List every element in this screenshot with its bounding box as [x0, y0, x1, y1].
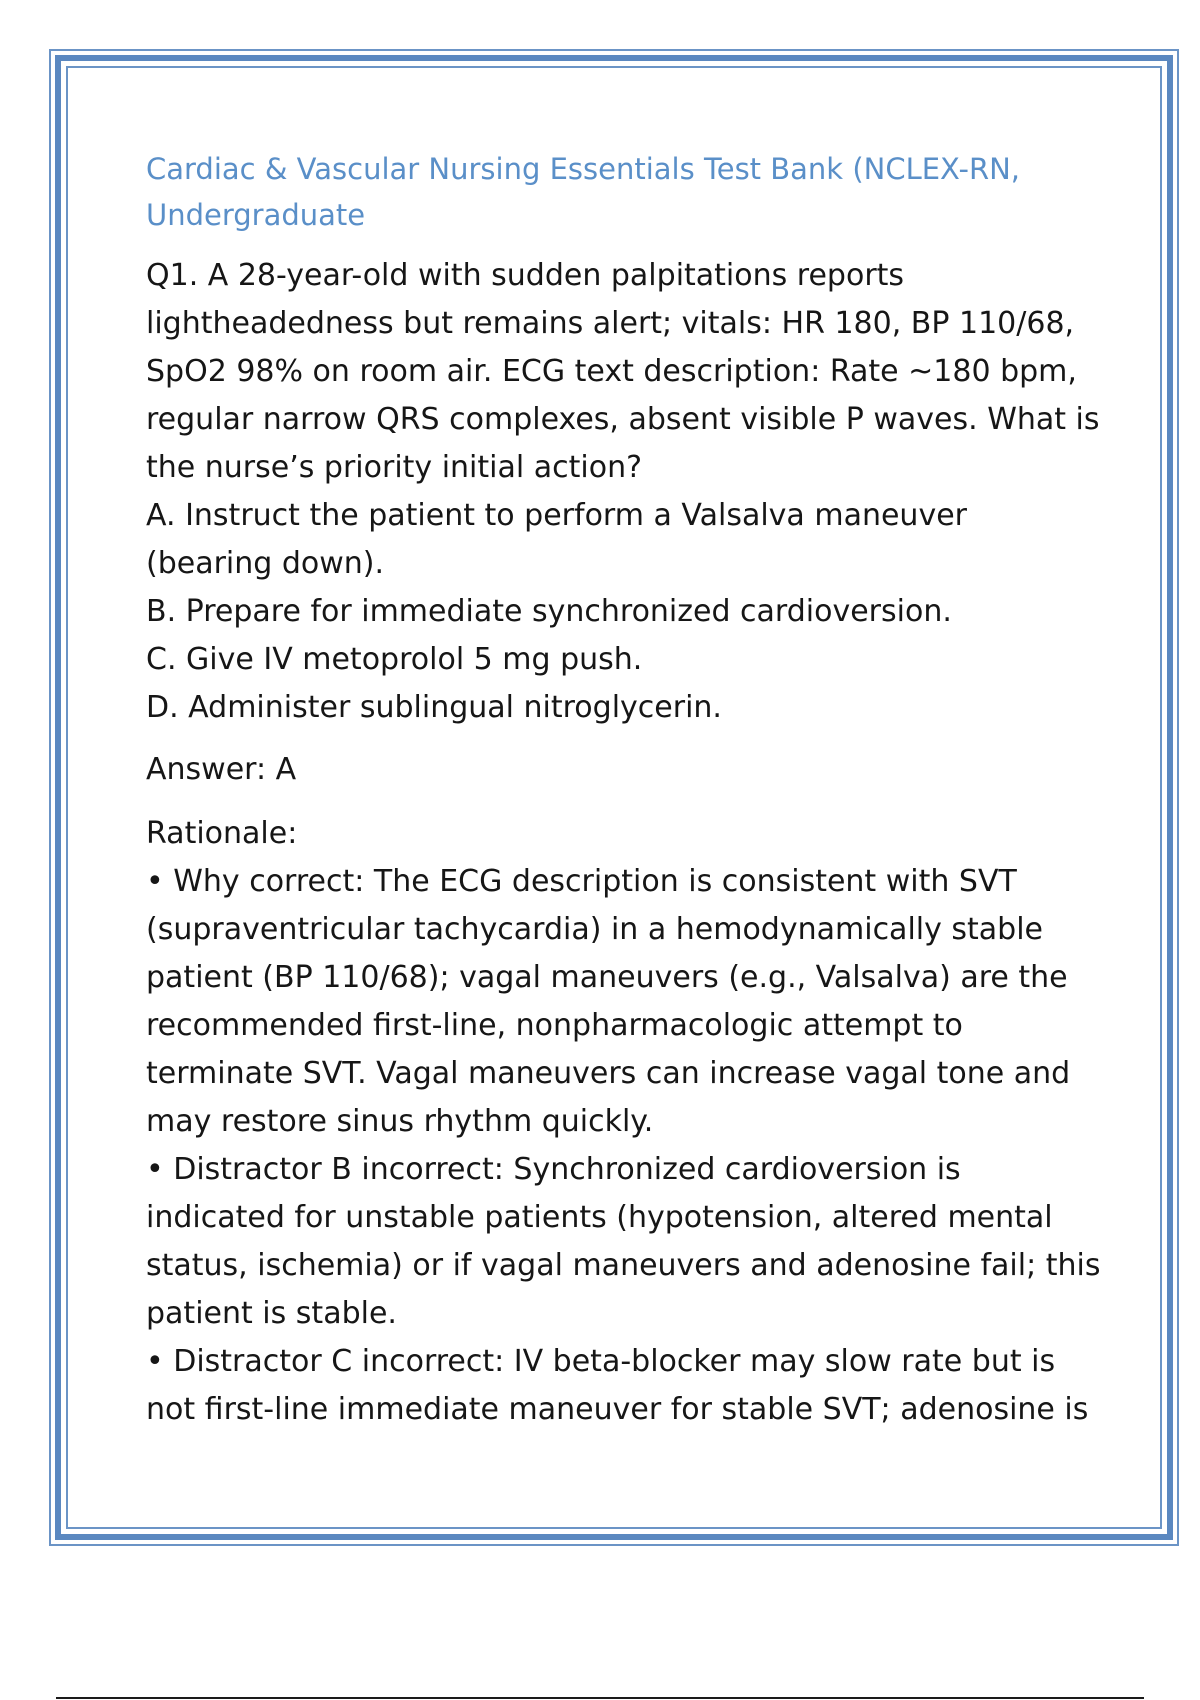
option-d: D. Administer sublingual nitroglycerin.	[146, 690, 722, 725]
answer-options	[146, 492, 1101, 732]
option-a: A. Instruct the patient to perform a Valsalva maneuver (bearing down).	[146, 498, 967, 581]
document-title: Cardiac & Vascular Nursing Essentials Test Bank (NCLEX-RN, Undergraduate	[146, 152, 1021, 232]
option-c: C. Give IV metoprolol 5 mg push.	[146, 642, 643, 677]
rationale-label: Rationale:	[146, 816, 298, 851]
answer-line: Answer: A	[146, 752, 297, 787]
rationale-list	[146, 858, 1101, 1434]
rationale-distractor-b: • Distractor B incorrect: Synchronized cardioversion is indicated for unstable patients (hypotension, altered mental status, ischemia) or if vagal maneuvers and adenosine fail; this patient is stable.	[146, 1152, 1101, 1331]
option-b: B. Prepare for immediate synchronized cardioversion.	[146, 594, 952, 629]
rationale-distractor-c: • Distractor C incorrect: IV beta-blocker may slow rate but is not first-line immediate maneuver for stable SVT; adenosine is	[146, 1344, 1089, 1427]
rationale-why-correct: • Why correct: The ECG description is consistent with SVT (supraventricular tachycardia) in a hemodynamically stable patient (BP 110/68); vagal maneuvers (e.g., Valsalva) are the recommended first-line, nonpharmacologic attempt to terminate SVT. Vagal maneuvers can increase vagal tone and may restore sinus rhythm quickly.	[146, 864, 1071, 1139]
document-body	[146, 146, 1101, 1434]
footer-rule	[56, 1697, 1144, 1699]
question-stem: Q1. A 28-year-old with sudden palpitations reports lightheadedness but remains alert; vitals: HR 180, BP 110/68, SpO2 98% on room air. ECG text description: Rate ~180 bpm, regular narrow QRS complexes, absent visible P waves. What is the nurse’s priority initial action?	[146, 258, 1100, 485]
